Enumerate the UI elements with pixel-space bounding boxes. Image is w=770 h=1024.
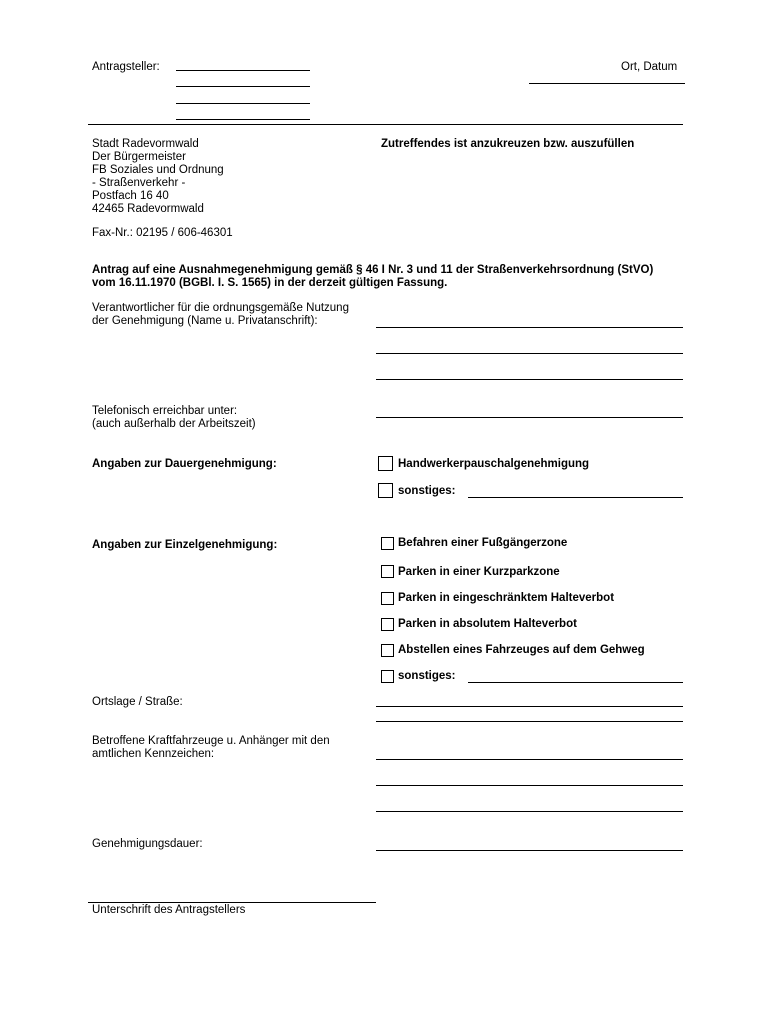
handwerker-checkbox[interactable] xyxy=(378,456,393,471)
single-other-field-line[interactable] xyxy=(468,682,683,683)
recipient-line: Postfach 16 40 xyxy=(92,190,169,202)
place-date-label: Ort, Datum xyxy=(621,61,678,73)
instruction-text: Zutreffendes ist anzukreuzen bzw. auszufüllen xyxy=(381,138,635,150)
responsible-field-line-1[interactable] xyxy=(376,327,683,328)
vehicles-label-line-1: Betroffene Kraftfahrzeuge u. Anhänger mit den xyxy=(92,735,330,747)
restricted-no-stopping-checkbox[interactable] xyxy=(381,592,394,605)
recipient-line: 42465 Radevormwald xyxy=(92,203,204,215)
responsible-label-line-2: der Genehmigung (Name u. Privatanschrift): xyxy=(92,315,318,327)
form-title-line-2: vom 16.11.1970 (BGBl. I. S. 1565) in der derzeit gültigen Fassung. xyxy=(92,277,448,289)
sidewalk-parking-checkbox[interactable] xyxy=(381,644,394,657)
location-label: Ortslage / Straße: xyxy=(92,696,183,708)
location-field-line-1[interactable] xyxy=(376,706,683,707)
form-title xyxy=(92,264,653,290)
signature-field-line[interactable] xyxy=(88,902,376,903)
single-permit-label: Angaben zur Einzelgenehmigung: xyxy=(92,539,278,551)
responsible-label xyxy=(92,302,349,328)
phone-label xyxy=(92,405,256,431)
vehicles-label-line-2: amtlichen Kennzeichen: xyxy=(92,748,215,760)
pedestrian-zone-label: Befahren einer Fußgängerzone xyxy=(398,537,568,549)
applicant-field-line-1[interactable] xyxy=(176,70,310,71)
vehicles-label xyxy=(92,735,330,761)
phone-field-line[interactable] xyxy=(376,417,683,418)
absolute-no-stopping-checkbox[interactable] xyxy=(381,618,394,631)
applicant-field-line-4[interactable] xyxy=(176,119,310,120)
single-other-checkbox[interactable] xyxy=(381,670,394,683)
responsible-field-line-3[interactable] xyxy=(376,379,683,380)
recipient-address xyxy=(92,138,224,216)
location-field-line-2[interactable] xyxy=(376,721,683,722)
recipient-line: FB Soziales und Ordnung xyxy=(92,164,224,176)
duration-label: Genehmigungsdauer: xyxy=(92,838,203,850)
permanent-other-checkbox[interactable] xyxy=(378,483,393,498)
form-title-line-1: Antrag auf eine Ausnahmegenehmigung gemäß § 46 I Nr. 3 und 11 der Straßenverkehrsordnung (StVO) xyxy=(92,264,654,276)
fax-number: Fax-Nr.: 02195 / 606-46301 xyxy=(92,227,233,239)
vehicles-field-line-1[interactable] xyxy=(376,759,683,760)
vehicles-field-line-3[interactable] xyxy=(376,811,683,812)
permanent-permit-label: Angaben zur Dauergenehmigung: xyxy=(92,458,277,470)
permanent-other-field-line[interactable] xyxy=(468,497,683,498)
vehicles-field-line-2[interactable] xyxy=(376,785,683,786)
pedestrian-zone-checkbox[interactable] xyxy=(381,537,394,550)
applicant-label: Antragsteller: xyxy=(92,61,160,73)
responsible-field-line-2[interactable] xyxy=(376,353,683,354)
phone-label-line-2: (auch außerhalb der Arbeitszeit) xyxy=(92,418,256,430)
absolute-no-stopping-label: Parken in absolutem Halteverbot xyxy=(398,618,577,630)
duration-field-line[interactable] xyxy=(376,850,683,851)
single-other-label: sonstiges: xyxy=(398,670,456,682)
signature-label: Unterschrift des Antragstellers xyxy=(92,904,246,916)
short-parking-checkbox[interactable] xyxy=(381,565,394,578)
recipient-line: - Straßenverkehr - xyxy=(92,177,186,189)
recipient-line: Der Bürgermeister xyxy=(92,151,186,163)
applicant-field-line-3[interactable] xyxy=(176,103,310,104)
place-date-field-line[interactable] xyxy=(529,83,685,84)
applicant-field-line-2[interactable] xyxy=(176,86,310,87)
handwerker-option-label: Handwerkerpauschalgenehmigung xyxy=(398,458,590,470)
permanent-other-label: sonstiges: xyxy=(398,485,456,497)
sidewalk-parking-label: Abstellen eines Fahrzeuges auf dem Gehweg xyxy=(398,644,645,656)
responsible-label-line-1: Verantwortlicher für die ordnungsgemäße Nutzung xyxy=(92,302,349,314)
phone-label-line-1: Telefonisch erreichbar unter: xyxy=(92,405,238,417)
recipient-line: Stadt Radevormwald xyxy=(92,138,199,150)
header-divider xyxy=(88,124,683,125)
short-parking-label: Parken in einer Kurzparkzone xyxy=(398,566,560,578)
restricted-no-stopping-label: Parken in eingeschränktem Halteverbot xyxy=(398,592,615,604)
